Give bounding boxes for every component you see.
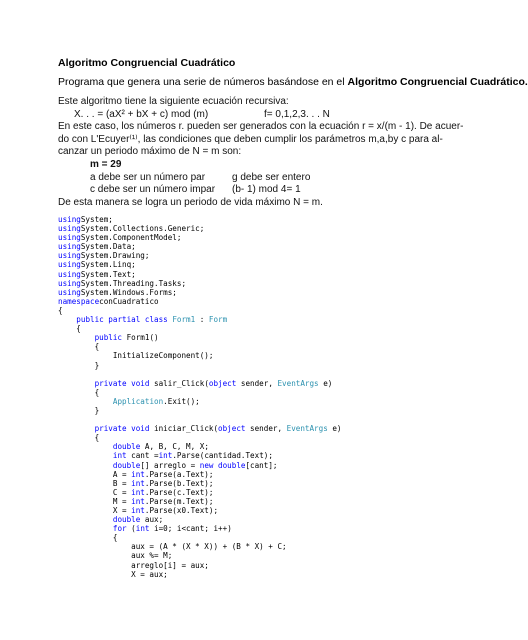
code-line bbox=[58, 497, 213, 506]
condition-c: c debe ser un número impar bbox=[90, 184, 216, 196]
scanned-excerpt bbox=[58, 96, 464, 209]
code-token: object bbox=[218, 424, 246, 434]
code-line bbox=[58, 324, 81, 333]
code-token: object bbox=[208, 378, 237, 388]
code-token: Form1() bbox=[122, 333, 159, 343]
code-token: System; bbox=[80, 215, 113, 224]
code-token: } bbox=[58, 360, 100, 370]
code-line bbox=[58, 515, 163, 524]
code-token: e) bbox=[327, 424, 342, 434]
intro-bold-text: Algoritmo Congruencial Cuadrático. bbox=[347, 76, 528, 88]
code-line bbox=[58, 379, 332, 388]
code-token: int bbox=[131, 496, 145, 506]
code-token bbox=[58, 451, 113, 460]
code-token: using bbox=[58, 269, 81, 279]
code-token: using bbox=[58, 260, 81, 270]
code-token: for bbox=[112, 524, 127, 534]
code-token: public bbox=[94, 333, 123, 343]
code-token bbox=[58, 524, 113, 533]
code-token: double bbox=[112, 460, 141, 470]
excerpt-line: De esta manera se logra un periodo de vida máximo N = m. bbox=[58, 196, 323, 208]
code-line bbox=[58, 479, 213, 488]
code-token: A = bbox=[58, 469, 132, 479]
code-line bbox=[58, 451, 273, 460]
condition-b: (b- 1) mod 4= 1 bbox=[232, 184, 301, 196]
condition-g: g debe ser entero bbox=[232, 171, 311, 183]
code-listing bbox=[58, 215, 342, 579]
code-token: { bbox=[58, 324, 81, 334]
code-token: iniciar_Click( bbox=[149, 424, 219, 434]
code-token: .Parse(m.Text); bbox=[144, 496, 214, 506]
code-token: int bbox=[135, 524, 150, 534]
code-token: C = bbox=[58, 487, 132, 497]
code-token bbox=[58, 333, 95, 342]
code-token: System.Collections.Generic; bbox=[80, 224, 205, 234]
code-token: System.ComponentModel; bbox=[80, 233, 182, 243]
code-line bbox=[58, 488, 213, 497]
code-token: .Parse(a.Text); bbox=[144, 469, 214, 479]
code-token: A, B, C, M, X; bbox=[140, 442, 209, 452]
code-token: B = bbox=[58, 478, 132, 488]
code-line bbox=[58, 542, 287, 551]
code-token bbox=[58, 424, 95, 433]
code-token: X = aux; bbox=[58, 569, 168, 579]
recursive-equation: X. . . = (aX² + bX + c) mod (m) bbox=[74, 108, 209, 120]
code-line bbox=[58, 570, 168, 579]
code-token: sender, bbox=[245, 424, 287, 434]
code-line bbox=[58, 288, 177, 297]
code-token: arreglo[i] = aux; bbox=[58, 560, 209, 570]
code-token: i=0; i<cant; i++) bbox=[149, 524, 232, 534]
code-line bbox=[58, 533, 117, 542]
code-line bbox=[58, 333, 159, 342]
code-token bbox=[58, 461, 113, 470]
code-line bbox=[58, 242, 136, 251]
code-line bbox=[58, 397, 200, 406]
code-token: .Parse(b.Text); bbox=[144, 478, 214, 488]
code-token: { bbox=[58, 433, 100, 443]
code-line bbox=[58, 351, 213, 360]
code-token: Application bbox=[112, 396, 164, 406]
code-line bbox=[58, 342, 99, 351]
code-token: private void bbox=[94, 424, 150, 434]
code-token: System.Drawing; bbox=[80, 251, 150, 261]
code-line bbox=[58, 260, 136, 269]
code-line bbox=[58, 406, 99, 415]
code-token: Form bbox=[208, 315, 228, 325]
code-token: Form1 bbox=[172, 315, 196, 325]
code-line bbox=[58, 524, 232, 533]
code-token: conCuadratico bbox=[99, 296, 159, 306]
code-token: using bbox=[58, 278, 81, 288]
code-token: EventArgs bbox=[277, 378, 319, 388]
code-token: double bbox=[112, 442, 141, 452]
code-token: .Parse(cantidad.Text); bbox=[172, 451, 273, 461]
intro-paragraph bbox=[58, 76, 528, 88]
excerpt-line: En este caso, los números r. pueden ser generados con la ecuación r = x/(m - 1). De acuer- bbox=[58, 121, 464, 133]
index-range: f= 0,1,2,3. . . N bbox=[264, 108, 330, 120]
code-token: sender, bbox=[236, 378, 278, 388]
code-token: { bbox=[58, 387, 100, 397]
code-token: double bbox=[112, 515, 141, 525]
code-token: { bbox=[58, 533, 118, 543]
code-token: System.Windows.Forms; bbox=[80, 287, 177, 297]
code-token: { bbox=[58, 305, 63, 315]
code-line bbox=[58, 470, 213, 479]
code-token: using bbox=[58, 215, 81, 224]
code-line bbox=[58, 561, 209, 570]
code-token: : bbox=[195, 315, 209, 325]
condition-row bbox=[58, 172, 438, 185]
code-line bbox=[58, 361, 99, 370]
code-token: int bbox=[131, 478, 145, 488]
code-token: salir_Click( bbox=[149, 378, 209, 388]
code-token: e) bbox=[318, 378, 333, 388]
code-token: .Parse(c.Text); bbox=[144, 487, 214, 497]
code-token: int bbox=[131, 506, 145, 515]
code-token: aux %= M; bbox=[58, 551, 173, 561]
code-token: using bbox=[58, 224, 81, 234]
excerpt-line: do con L'Ecuyer⁽¹⁾, las condiciones que deben cumplir los parámetros m,a,by c para al- bbox=[58, 133, 443, 145]
code-token: System.Text; bbox=[80, 269, 136, 279]
code-line bbox=[58, 506, 218, 515]
code-line bbox=[58, 442, 209, 451]
excerpt-line: canzar un periodo máximo de N = m son: bbox=[58, 146, 242, 158]
code-token: cant = bbox=[126, 451, 159, 461]
code-token: System.Data; bbox=[80, 242, 136, 252]
code-token: using bbox=[58, 287, 81, 297]
code-line bbox=[58, 551, 172, 560]
code-token: new double bbox=[199, 460, 246, 470]
code-line bbox=[58, 306, 63, 315]
code-token: [cant]; bbox=[245, 460, 278, 470]
code-token bbox=[58, 397, 113, 406]
code-line bbox=[58, 297, 159, 306]
code-line bbox=[58, 424, 342, 433]
code-token: public partial class bbox=[76, 315, 168, 325]
document-title: Algoritmo Congruencial Cuadrático bbox=[58, 57, 236, 69]
code-token: private void bbox=[94, 378, 150, 388]
code-token: ( bbox=[126, 524, 136, 534]
code-token: X = bbox=[58, 506, 132, 515]
code-token: using bbox=[58, 233, 81, 243]
code-token: { bbox=[58, 342, 100, 352]
code-token: .Exit(); bbox=[163, 396, 200, 406]
m-value: m = 29 bbox=[90, 158, 122, 170]
code-token: aux = (A * (X * X)) + (B * X) + C; bbox=[58, 542, 287, 552]
code-token: .Parse(x0.Text); bbox=[144, 506, 219, 515]
code-token: int bbox=[131, 469, 145, 479]
code-line bbox=[58, 233, 181, 242]
code-line bbox=[58, 433, 99, 442]
equation-row bbox=[58, 109, 438, 122]
code-line bbox=[58, 215, 113, 224]
code-token: using bbox=[58, 242, 81, 252]
code-line bbox=[58, 388, 99, 397]
code-token: using bbox=[58, 251, 81, 261]
code-token bbox=[58, 315, 76, 324]
code-line bbox=[58, 279, 186, 288]
code-line bbox=[58, 251, 149, 260]
excerpt-line: Este algoritmo tiene la siguiente ecuación recursiva: bbox=[58, 96, 289, 107]
code-token: M = bbox=[58, 496, 132, 506]
code-line bbox=[58, 461, 277, 470]
intro-text: Programa que genera una serie de números basándose en el bbox=[58, 76, 348, 88]
code-token: System.Linq; bbox=[80, 260, 136, 270]
code-line bbox=[58, 270, 136, 279]
code-token: System.Threading.Tasks; bbox=[80, 278, 187, 288]
condition-row bbox=[58, 184, 438, 197]
code-token: aux; bbox=[140, 515, 164, 525]
code-token: EventArgs bbox=[286, 424, 328, 434]
code-token: int bbox=[158, 451, 173, 461]
condition-a: a debe ser un número par bbox=[90, 171, 206, 183]
code-token: namespace bbox=[58, 296, 100, 306]
code-token bbox=[58, 442, 113, 451]
code-token: int bbox=[112, 451, 127, 461]
code-token: InitializeComponent(); bbox=[58, 351, 214, 361]
code-token: int bbox=[131, 487, 145, 497]
code-token: [] arreglo = bbox=[140, 460, 200, 470]
code-token bbox=[58, 379, 95, 388]
code-token: } bbox=[58, 405, 100, 415]
code-line bbox=[58, 224, 204, 233]
code-token bbox=[58, 515, 113, 524]
code-line bbox=[58, 315, 227, 324]
